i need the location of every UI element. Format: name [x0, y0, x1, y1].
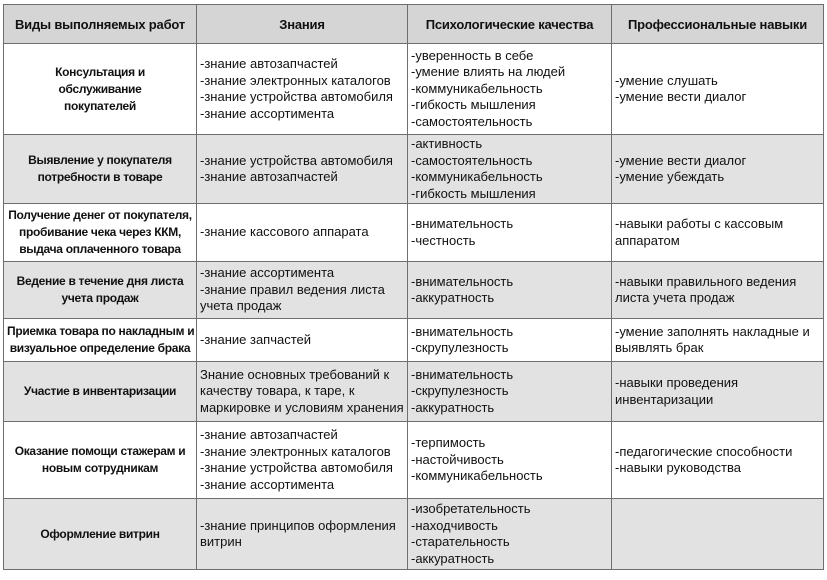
cell-line: -знание устройства автомобиля: [200, 152, 393, 168]
knowledge-cell: [197, 319, 408, 362]
qualities-cell: [408, 422, 612, 499]
cell-line: -аккуратность: [411, 550, 495, 566]
knowledge-cell: [197, 422, 408, 499]
skills-cell: [612, 44, 824, 135]
cell-line: -честность: [411, 232, 476, 248]
cell-line: -знание ассортимента: [200, 265, 335, 281]
cell-line: учета продаж: [61, 291, 139, 305]
header-knowledge: Знания: [197, 5, 408, 44]
skills-cell: [612, 204, 824, 262]
cell-line: обслуживание: [58, 81, 142, 96]
cell-line: листа учета продаж: [615, 290, 735, 305]
header-row: [4, 5, 824, 44]
cell-line: маркировке и условиям хранения: [200, 399, 404, 415]
cell-line: Приемка товара по накладным и: [7, 324, 195, 338]
cell-line: инвентаризации: [615, 391, 714, 407]
cell-line: пробивание чека через ККМ,: [19, 225, 181, 239]
cell-line: Участие в инвентаризации: [23, 384, 177, 398]
cell-line: -уверенность в себе: [411, 47, 534, 63]
cell-line: -внимательность: [411, 366, 514, 382]
work-cell: [4, 262, 197, 319]
cell-line: -внимательность: [411, 273, 514, 289]
cell-line: визуальное определение брака: [9, 341, 191, 355]
knowledge-cell: [197, 499, 408, 570]
cell-line: Оказание помощи стажерам и: [14, 444, 186, 458]
cell-line: новым сотрудникам: [41, 461, 159, 475]
cell-line: -умение вести диалог: [615, 152, 747, 168]
cell-line: -настойчивость: [411, 451, 504, 467]
cell-line: Знание основных требований к: [200, 366, 390, 382]
cell-line: -знание автозапчастей: [200, 56, 338, 71]
qualities-cell: [408, 262, 612, 319]
header-prof-skills: Профессиональные навыки: [612, 5, 824, 44]
cell-line: -навыки руководства: [615, 460, 741, 475]
cell-line: -скрупулезность: [411, 383, 509, 399]
table-row: [4, 204, 824, 262]
cell-line: Ведение в течение дня листа: [16, 274, 184, 288]
skills-cell: [612, 319, 824, 362]
cell-line: -старательность: [411, 534, 510, 549]
work-cell: [4, 319, 197, 362]
skills-cell: [612, 422, 824, 499]
cell-line: -знание автозапчастей: [200, 427, 338, 442]
qualities-cell: [408, 204, 612, 262]
cell-line: витрин: [200, 534, 242, 549]
cell-line: -находчивость: [411, 517, 498, 533]
knowledge-cell: [197, 44, 408, 135]
cell-line: -педагогические способности: [615, 443, 793, 459]
table-row: [4, 135, 824, 204]
qualities-cell: [408, 499, 612, 570]
cell-line: -гибкость мышления: [411, 97, 536, 113]
cell-line: -знание устройства автомобиля: [200, 460, 393, 475]
cell-line: -знание правил ведения листа: [200, 281, 385, 297]
work-cell: [4, 44, 197, 135]
cell-line: -знание кассового аппарата: [200, 224, 369, 240]
cell-line: -аккуратность: [411, 290, 495, 305]
cell-line: -умение убеждать: [615, 169, 725, 184]
skills-cell: [612, 135, 824, 204]
cell-line: качеству товара, к таре, к: [200, 383, 355, 399]
cell-line: -умение вести диалог: [615, 89, 747, 104]
cell-line: -знание автозапчастей: [200, 169, 338, 184]
table-row: [4, 362, 824, 422]
skills-cell: [612, 262, 824, 319]
knowledge-cell: [197, 362, 408, 422]
cell-line: -навыки работы с кассовым: [615, 216, 784, 231]
table-body: [4, 44, 824, 570]
cell-line: выявлять брак: [615, 340, 704, 355]
cell-line: -умение слушать: [615, 72, 718, 88]
cell-line: -коммуникабельность: [411, 80, 543, 96]
cell-line: -внимательность: [411, 216, 514, 231]
cell-line: -изобретательность: [411, 501, 531, 516]
work-cell: [4, 204, 197, 262]
cell-line: -терпимость: [411, 435, 486, 451]
qualities-cell: [408, 135, 612, 204]
knowledge-cell: [197, 204, 408, 262]
cell-line: -знание запчастей: [200, 331, 312, 347]
cell-line: -самостоятельность: [411, 152, 533, 168]
cell-line: -аккуратность: [411, 399, 495, 415]
cell-line: покупателей: [64, 98, 136, 113]
cell-line: Консультация и: [55, 64, 145, 79]
work-cell: [4, 499, 197, 570]
table-row: [4, 262, 824, 319]
work-cell: [4, 422, 197, 499]
cell-line: -навыки правильного ведения: [615, 273, 797, 289]
table-row: [4, 499, 824, 570]
competency-table: [3, 4, 824, 570]
table-row: [4, 319, 824, 362]
cell-line: выдача оплаченного товара: [19, 242, 181, 256]
work-cell: [4, 135, 197, 204]
skills-cell: [612, 362, 824, 422]
qualities-cell: [408, 362, 612, 422]
qualities-cell: [408, 44, 612, 135]
cell-line: -умение влиять на людей: [411, 64, 566, 80]
cell-line: -знание принципов оформления: [200, 517, 396, 533]
cell-line: -знание устройства автомобиля: [200, 89, 393, 104]
qualities-cell: [408, 319, 612, 362]
header-psych-qualities: Психологические качества: [408, 5, 612, 44]
cell-line: -самостоятельность: [411, 113, 533, 129]
cell-line: Получение денег от покупателя,: [8, 208, 192, 222]
header-work-types: Виды выполняемых работ: [4, 5, 197, 44]
table-row: [4, 44, 824, 135]
cell-line: -знание электронных каталогов: [200, 443, 391, 459]
cell-line: учета продаж: [200, 298, 282, 314]
cell-line: -знание ассортимента: [200, 476, 335, 492]
cell-line: -внимательность: [411, 323, 514, 339]
cell-line: -коммуникабельность: [411, 169, 543, 184]
cell-line: -навыки проведения: [615, 375, 739, 390]
cell-line: -скрупулезность: [411, 340, 509, 355]
cell-line: -гибкость мышления: [411, 185, 536, 201]
knowledge-cell: [197, 262, 408, 319]
table-row: [4, 422, 824, 499]
cell-line: аппаратом: [615, 232, 680, 248]
work-cell: [4, 362, 197, 422]
cell-line: -активность: [411, 136, 483, 151]
knowledge-cell: [197, 135, 408, 204]
cell-line: -знание ассортимента: [200, 105, 335, 121]
cell-line: -знание электронных каталогов: [200, 72, 391, 88]
cell-line: Выявление у покупателя: [28, 153, 172, 167]
cell-line: Оформление витрин: [40, 526, 160, 541]
skills-cell: [612, 499, 824, 570]
cell-line: -коммуникабельность: [411, 468, 543, 484]
cell-line: -умение заполнять накладные и: [615, 323, 810, 339]
cell-line: потребности в товаре: [37, 170, 163, 184]
